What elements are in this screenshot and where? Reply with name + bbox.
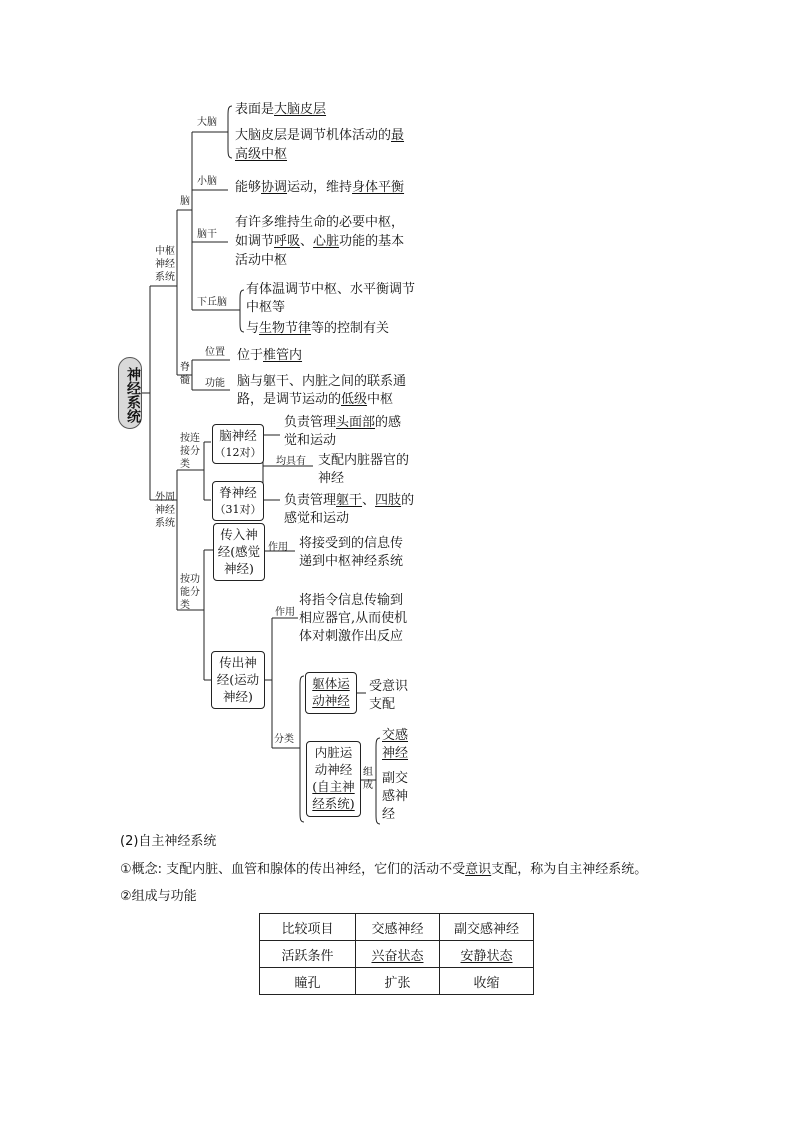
- spinal-desc-text-c: 的: [401, 493, 415, 508]
- root-label: 神经系统: [125, 367, 141, 423]
- afferent-role-line-1: 将接受到的信息传: [299, 536, 404, 551]
- sympathetic-l1: 交感: [382, 728, 409, 743]
- brainstem-l2-text-c: 功能的基本: [339, 234, 405, 249]
- parasympathetic-line-2: 感神: [382, 789, 409, 804]
- spinal-function-l2-text-a: 路，是调节运动的: [237, 392, 342, 407]
- cerebrum-line-3: [235, 146, 287, 164]
- spinal-function-l2-text-b: 中枢: [367, 392, 394, 407]
- peripheral-nervous-label: 外周神经系统: [155, 492, 175, 529]
- table-cell: 瞳孔: [260, 968, 356, 995]
- cerebellum-key-1: 协调: [261, 180, 288, 195]
- spinal-function-l2-key: 低级: [341, 392, 368, 407]
- by-function-label: 按功能分类: [180, 574, 200, 611]
- parasympathetic-line-1: 副交: [382, 771, 409, 786]
- cerebrum-l3-key: 高级中枢: [235, 147, 288, 162]
- cerebellum-key-2: 身体平衡: [352, 180, 405, 195]
- efferent-role-line-2: 相应器官,从而使机: [299, 611, 408, 626]
- root-node-nervous-system: [118, 357, 142, 429]
- by-connection-label: 按连接分类: [180, 433, 200, 470]
- visceral-motor-box: [306, 741, 361, 817]
- cerebrum-l2-key: 最: [391, 128, 405, 143]
- concept-text-b: 支配，称为自主神经系统。: [491, 862, 648, 877]
- cerebrum-label: 大脑: [197, 117, 217, 128]
- spinal-position-text: 位于: [237, 348, 264, 363]
- table-cell: 活跃条件: [260, 941, 356, 968]
- afferent-role-line-2: 递到中枢神经系统: [299, 554, 404, 569]
- efferent-l3: 神经): [223, 689, 253, 704]
- brainstem-line-1: 有许多维持生命的必要中枢，: [235, 215, 405, 230]
- spinal-desc-text-b: 、: [362, 493, 376, 508]
- cerebellum-label: 小脑: [197, 176, 217, 187]
- cerebrum-line-1: [235, 101, 326, 119]
- afferent-role-label: 作用: [268, 542, 288, 553]
- brainstem-l2-key-2: 心脏: [313, 234, 340, 249]
- efferent-l2: 经(运动: [216, 672, 260, 687]
- cranial-desc-key: 头面部: [336, 415, 376, 430]
- spinal-function-line-2: [237, 391, 393, 409]
- somatic-motor-box: [305, 672, 357, 714]
- cranial-desc-line-1: [284, 414, 401, 432]
- spinal-nerve-l1: 脊神经: [219, 485, 257, 500]
- spinal-function-line-1: 脑与躯干、内脏之间的联系通: [237, 374, 407, 389]
- cranial-desc-text-a: 负责管理: [284, 415, 337, 430]
- spinal-function-label: 功能: [205, 378, 225, 389]
- sympathetic-line-2: [382, 745, 408, 763]
- spinal-position-label: 位置: [205, 347, 225, 358]
- sympathetic-line-1: [382, 727, 408, 745]
- afferent-l3: 神经): [224, 561, 254, 576]
- visceral-l2: 动神经: [314, 762, 353, 777]
- cerebrum-l2-text: 大脑皮层是调节机体活动的: [235, 128, 392, 143]
- brainstem-line-3: 活动中枢: [235, 253, 288, 268]
- efferent-role-line-1: 将指令信息传输到: [299, 593, 404, 608]
- table-cell: 收缩: [440, 968, 534, 995]
- cerebrum-l1-key: 大脑皮层: [274, 102, 327, 117]
- spinal-cord-label: 脊髓: [180, 362, 190, 386]
- efferent-role-line-3: 体对刺激作出反应: [299, 629, 404, 644]
- spinal-desc-line-1: [284, 492, 414, 510]
- cerebellum-line: [235, 179, 404, 197]
- visceral-l4: 经系统): [312, 796, 355, 811]
- concept-text-a: ①概念: 支配内脏、血管和腺体的传出神经，它们的活动不受: [120, 862, 466, 877]
- somatic-desc-line-2: 支配: [369, 697, 396, 712]
- composition-heading: ②组成与功能: [120, 889, 197, 904]
- brainstem-l2-key-1: 呼吸: [274, 234, 301, 249]
- cerebellum-text-a: 能够: [235, 180, 262, 195]
- table-cell: 扩张: [356, 968, 440, 995]
- spinal-desc-key-1: 躯干: [336, 493, 363, 508]
- table-cell: [440, 941, 534, 968]
- efferent-role-label: 作用: [275, 607, 295, 618]
- table-header-row: [260, 914, 534, 941]
- common-label: 均具有: [276, 456, 306, 467]
- efferent-nerve-box: [211, 651, 265, 709]
- table-header-cell: 比较项目: [260, 914, 356, 941]
- spinal-desc-text-a: 负责管理: [284, 493, 337, 508]
- hypothalamus-line-1: 有体温调节中枢、水平衡调节: [246, 282, 416, 297]
- cranial-nerve-l1: 脑神经: [219, 428, 257, 443]
- visceral-l1: 内脏运: [314, 745, 353, 760]
- efferent-l1: 传出神: [219, 655, 257, 670]
- afferent-l2: 经(感觉: [217, 544, 261, 559]
- common-desc-line-2: 神经: [318, 471, 345, 486]
- cerebrum-l1-text: 表面是: [235, 102, 275, 117]
- cranial-desc-line-2: 觉和运动: [284, 433, 337, 448]
- afferent-nerve-box: [213, 523, 265, 581]
- common-desc-line-1: 支配内脏器官的: [318, 453, 410, 468]
- parasympathetic-line-3: 经: [382, 807, 396, 822]
- cranial-nerve-l2: （12对）: [214, 446, 262, 459]
- concept-key: 意识: [465, 862, 492, 877]
- section-heading: (2)自主神经系统: [120, 834, 217, 849]
- hypothalamus-l3-text-b: 等的控制有关: [311, 321, 390, 336]
- spinal-position-line: [237, 347, 302, 365]
- hypothalamus-label: 下丘脑: [197, 297, 227, 308]
- hypothalamus-l3-key: 生物节律: [259, 321, 312, 336]
- spinal-nerve-l2: （31对）: [214, 503, 262, 516]
- table-row: [260, 941, 534, 968]
- table-cell: [356, 941, 440, 968]
- comparison-table: [259, 913, 534, 995]
- classification-label: 分类: [274, 734, 294, 745]
- table-header-cell: 交感神经: [356, 914, 440, 941]
- composition-label: 组成: [363, 767, 373, 791]
- hypothalamus-l3-text-a: 与: [246, 321, 260, 336]
- sympathetic-l2: 神经: [382, 746, 409, 761]
- somatic-l1: 躯体运: [312, 676, 350, 691]
- table-header-cell: 副交感神经: [440, 914, 534, 941]
- afferent-l1: 传入神: [220, 527, 258, 542]
- somatic-l2: 动神经: [312, 693, 350, 708]
- table-cell-text: 兴奋状态: [371, 948, 424, 964]
- cerebrum-line-2: [235, 127, 404, 145]
- cerebellum-text-b: 运动，维持: [287, 180, 353, 195]
- central-nervous-label: 中枢神经系统: [155, 246, 175, 283]
- hypothalamus-line-2: 中枢等: [246, 300, 286, 315]
- spinal-desc-key-2: 四肢: [375, 493, 402, 508]
- table-row: [260, 968, 534, 995]
- spinal-nerve-box: [212, 481, 264, 521]
- cranial-nerve-box: [212, 424, 264, 464]
- brainstem-l2-text-a: 如调节: [235, 234, 275, 249]
- brainstem-line-2: [235, 233, 404, 251]
- brainstem-label: 脑干: [197, 229, 217, 240]
- concept-paragraph: [120, 860, 647, 880]
- hypothalamus-line-3: [246, 320, 389, 338]
- spinal-desc-line-2: 感觉和运动: [284, 511, 350, 526]
- spinal-position-key: 椎管内: [263, 348, 303, 363]
- visceral-l3: (自主神: [312, 779, 355, 794]
- brainstem-l2-text-b: 、: [300, 234, 314, 249]
- somatic-desc-line-1: 受意识: [369, 679, 409, 694]
- table-cell-text: 安静状态: [460, 948, 513, 964]
- cranial-desc-text-b: 的感: [375, 415, 402, 430]
- brain-label: 脑: [180, 196, 190, 207]
